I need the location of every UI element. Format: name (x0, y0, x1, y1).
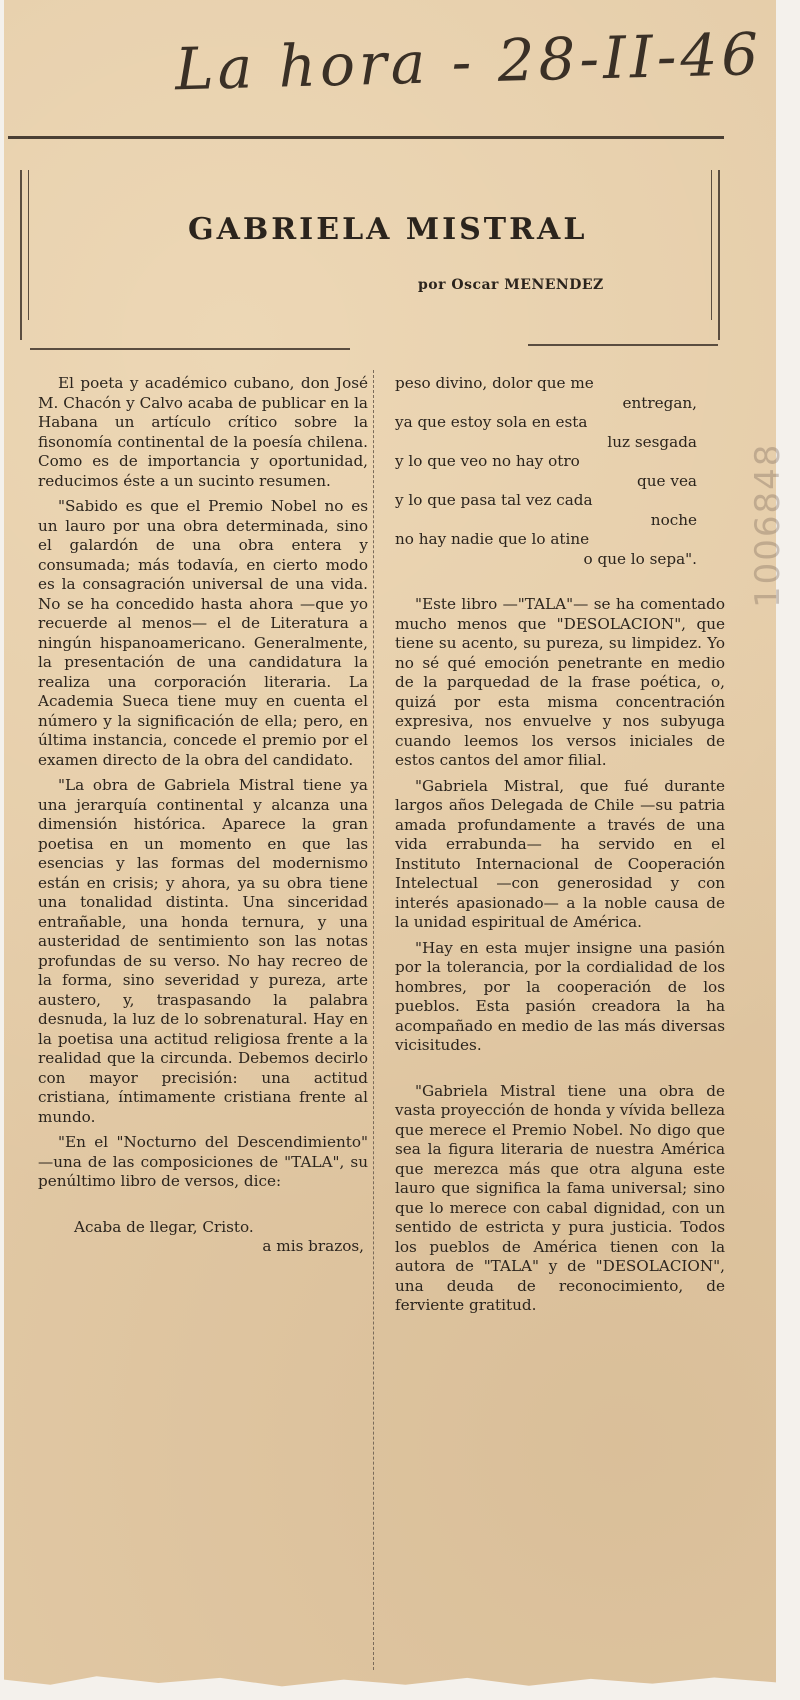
title-frame (20, 170, 720, 340)
paragraph: "Hay en esta mujer insigne una pasión por la tolerancia, por la cordialidad de los hombres, por la cooperación de los pueblos. Esta pasión creadora la ha acompañado en medio de las más diversas vicisitudes. (395, 938, 725, 1054)
handwritten-date-note: La hora - 28-II-46 (174, 19, 763, 104)
paragraph: "Gabriela Mistral, que fué durante largos años Delegada de Chile —su patria amada profundamente a través de una vida errabunda— ha servido en el Instituto Internacional de Cooperación Intelectual —con generosidad y con interés apasionado— a la noble causa de la unidad espiritual de América. (395, 776, 725, 931)
paragraph: "Gabriela Mistral tiene una obra de vasta proyección de honda y vívida belleza que merece el Premio Nobel. No digo que sea la figura literaria de nuestra América que merezca más que otra alguna este lauro que significa la fama universal; sino que lo merece con cabal dignidad, con un sentido de estricta y pura justicia. Todos los pueblos de América tienen con la autora de "TALA" y de "DESOLACION", una deuda de reconocimiento, de ferviente gratitud. (395, 1081, 725, 1314)
poem-line-right: a mis brazos, (262, 1237, 364, 1255)
paragraph: "En el "Nocturno del Descendimiento" —una de las composiciones de "TALA", su penúltimo libro de versos, dice: (38, 1133, 368, 1190)
poem-line: y lo que pasa tal vez cada (395, 491, 593, 509)
right-column (395, 374, 725, 1316)
poem-line: Acaba de llegar, Cristo. (74, 1217, 254, 1236)
poem-line-right: que vea (637, 471, 697, 490)
poem-line-right: luz sesgada (607, 432, 697, 451)
article-byline: por Oscar MENENDEZ (418, 277, 604, 293)
paragraph: "Sabido es que el Premio Nobel no es un lauro por una obra determinada, sino el galardón de una obra entera y consumada; más todavía, en cierto modo es la consagración universal de una vida. No se ha concedido hasta ahora —que yo recuerde al menos— el de Literatura a ningún hispanoamericano. Generalmente, la presentación de una candidatura la realiza una corporación literaria. La Academia Sueca tiene muy en cuenta el número y la significación de ella; pero, en última instancia, concede el premio por el examen directo de la obra del candidato. (38, 497, 368, 769)
poem-line-right: o que lo sepa". (583, 549, 697, 568)
frame-inner-left (28, 170, 29, 320)
poem-line: peso divino, dolor que me (395, 374, 594, 392)
left-column (38, 374, 368, 1257)
torn-edge (4, 1666, 776, 1700)
column-divider (373, 370, 374, 1670)
poem-line-right: entregan, (622, 393, 697, 412)
article-title: GABRIELA MISTRAL (188, 212, 588, 247)
poem-line-right: noche (650, 510, 697, 529)
poem-line: no hay nadie que lo atine (395, 530, 590, 548)
title-rule-right (528, 344, 718, 346)
poem-line: ya que estoy sola en esta (395, 413, 588, 431)
paragraph: "La obra de Gabriela Mistral tiene ya una jerarquía continental y alcanza una dimensión histórica. Aparece la gran poetisa en un momento en que las esencias y las formas del modernismo están en crisis; y ahora, ya su obra tiene una tonalidad distinta. Una sinceridad entrañable, una honda ternura, y una austeridad de sentimiento son las notas profundas de su verso. No hay recreo de la forma, sino severidad y pureza, arte austero, y, traspasando la palabra desnuda, la luz de lo sobrenatural. Hay en la poetisa una actitud religiosa frente a la realidad que la circunda. Debemos decirlo con mayor precisión: una actitud cristiana, íntimamente cristiana frente al mundo. (38, 776, 368, 1126)
frame-inner-right (711, 170, 712, 320)
poem-line: y lo que veo no hay otro (395, 452, 580, 470)
paragraph: "Este libro —"TALA"— se ha comentado mucho menos que "DESOLACION", que tiene su acento, su pureza, su limpidez. Yo no sé qué emoción penetrante en medio de la parquedad de la frase poética, o, quizá por esta misma concentración expresiva, nos envuelve y nos subyuga cuando leemos los versos iniciales de estos cantos del amor filial. (395, 595, 725, 769)
title-rule-left (30, 348, 350, 350)
archive-stamp-number: 1006848 (748, 442, 788, 608)
paragraph: El poeta y académico cubano, don José M. Chacón y Calvo acaba de publicar en la Habana un artículo crítico sobre la fisonomía continental de la poesía chilena. Como es de importancia y oportunidad, reducimos éste a un sucinto resumen. (38, 374, 368, 490)
top-rule (8, 136, 724, 139)
